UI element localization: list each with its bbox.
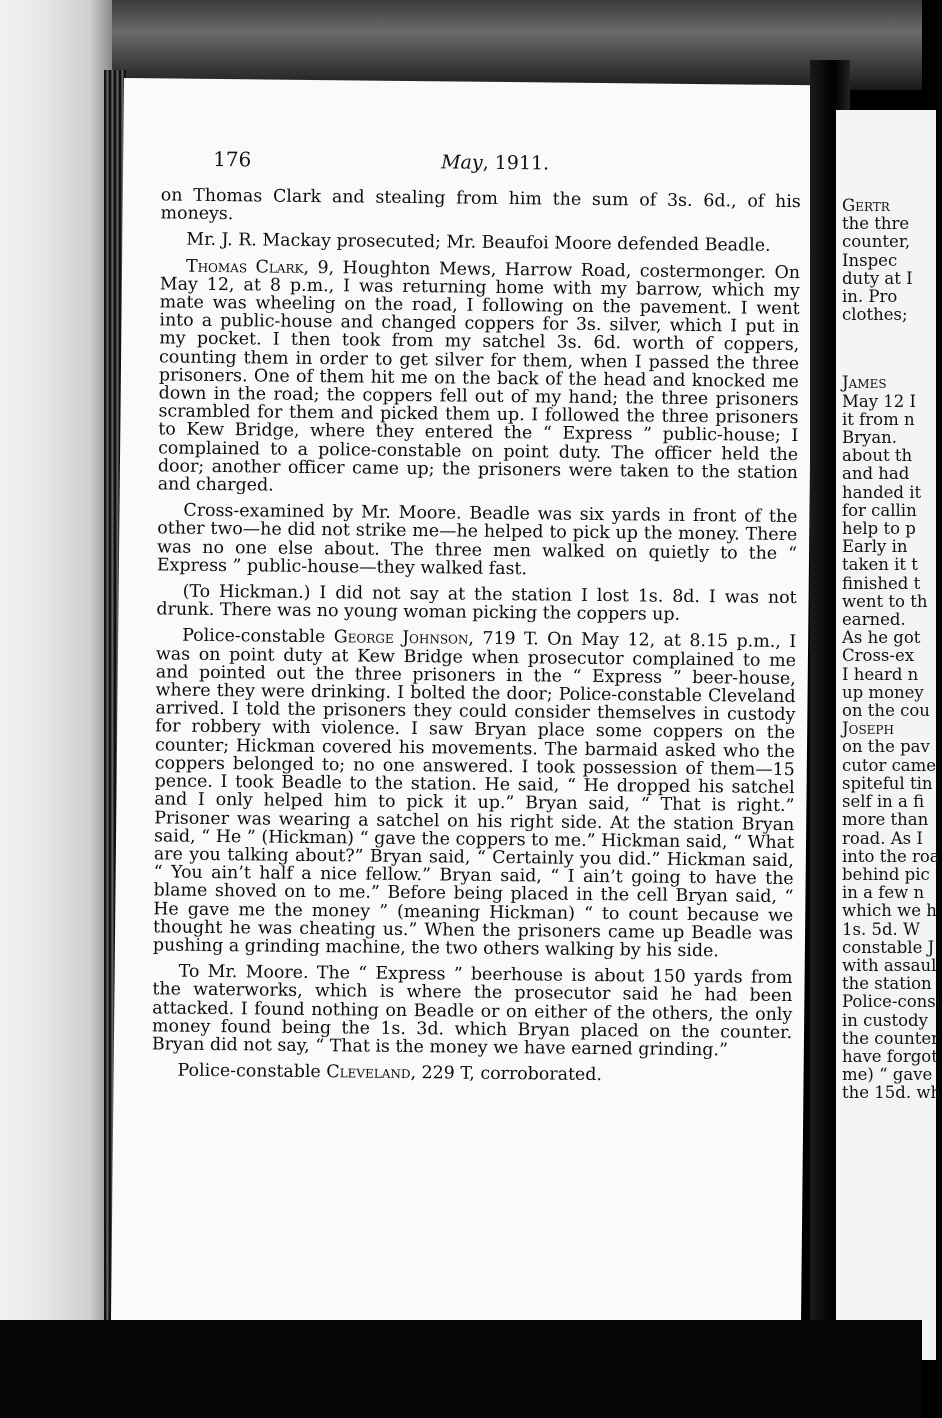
facing-page-line: Bryan. bbox=[842, 428, 898, 448]
facing-page-line: Gertr bbox=[842, 196, 890, 215]
facing-page-line: more than bbox=[842, 810, 929, 830]
facing-page-line: cutor came bbox=[842, 755, 937, 775]
facing-page-line: As he got bbox=[842, 628, 921, 648]
facing-page-line: Early in bbox=[842, 537, 908, 557]
facing-page-line: for callin bbox=[842, 500, 917, 520]
witness-name: George Johnson bbox=[333, 627, 469, 650]
facing-page-line: earned. bbox=[842, 610, 906, 630]
body-text bbox=[151, 186, 800, 1094]
facing-page-line: on the pav bbox=[842, 737, 930, 757]
facing-page-line: with assaul bbox=[842, 955, 937, 975]
paragraph-4: Cross-examined by Mr. Moore. Beadle was six yards in front of the other two—he did not strike me—he helped to pick up the money. There was no one else about. The three men walked on quietly to the “ Express ” public-house—they walked fast. bbox=[156, 500, 798, 580]
facing-page-line: spiteful tin bbox=[842, 773, 933, 793]
facing-page-line: about th bbox=[842, 446, 913, 466]
page-header bbox=[213, 147, 813, 183]
paragraph-8: Police-constable Cleveland, 229 T, corroborated. bbox=[177, 1060, 603, 1086]
facing-page-line: Joseph bbox=[842, 719, 894, 739]
facing-page-line: me) “ gave bbox=[842, 1065, 933, 1085]
paragraph-7: To Mr. Moore. The “ Express ” beerhouse is about 150 yards from the waterworks, which is where the prosecutor said he had been attacked. I found nothing on Beadle or on either of the others, the only money found being the 1s. 3d. which Bryan placed on the counter. Bryan did not say, “ That is the money we have earned grinding.” bbox=[151, 961, 793, 1061]
paragraph-1: on Thomas Clark and stealing from him the sum of 3s. 6d., of his moneys. bbox=[160, 185, 801, 225]
scan-bottom-background bbox=[0, 1320, 922, 1418]
facing-page-line: duty at I bbox=[842, 268, 913, 288]
paragraph-3: Thomas Clark, 9, Houghton Mews, Harrow Road, costermonger. On May 12, at 8 p.m., I was returning home with my barrow, which my mate was wheeling on the road, I following on the pavement. I went into a public-house and changed coppers for 3s. silver, which I put in my pocket. I then took from my satchel 3s. 6d. worth of coppers, counting them in order to get silver for them, when I passed the three prisoners. One of them hit me on the back of the head and knocked me down in the road; the coppers fell out of my hand; the three prisoners scrambled for them and picked them up. I followed the three prisoners to Kew Bridge, where they entered the “ Express ” public-house; I complained to a police-constable on point duty. The officer held the door; another officer came up; the prisoners were taken to the station and charged. bbox=[157, 256, 801, 496]
facing-page-line: handed it bbox=[842, 482, 922, 502]
facing-page-line: in a few n bbox=[842, 883, 925, 903]
running-head bbox=[441, 151, 549, 174]
facing-page-line: the thre bbox=[842, 214, 910, 234]
facing-page-line: the counter. bbox=[842, 1028, 942, 1048]
witness-name: Thomas Clark bbox=[185, 256, 304, 278]
facing-page-line: in custody bbox=[842, 1010, 928, 1030]
facing-page-line: into the roa bbox=[842, 846, 940, 866]
facing-page-line: Police-const bbox=[842, 992, 942, 1012]
facing-page-line: finished t bbox=[842, 573, 921, 593]
facing-page-line: 1s. 5d. W bbox=[842, 919, 920, 939]
scan-top-background bbox=[0, 0, 922, 90]
facing-page-line: Inspec bbox=[842, 250, 898, 270]
witness-name: Cleveland bbox=[326, 1062, 411, 1084]
facing-page-line: constable J bbox=[842, 937, 935, 957]
facing-page-line: on the cou bbox=[842, 701, 930, 721]
facing-page-line: May 12 I bbox=[842, 391, 917, 411]
facing-page-line: in. Pro bbox=[842, 287, 898, 307]
facing-page-line: help to p bbox=[842, 519, 916, 539]
scan-left-margin bbox=[0, 0, 112, 1418]
facing-page-line: self in a fi bbox=[842, 792, 925, 812]
facing-page-line: Cross-ex bbox=[842, 646, 915, 666]
paragraph-6: Police-constable George Johnson, 719 T. On May 12, at 8.15 p.m., I was on point duty at Kew Bridge when prosecutor complained to me and pointed out the three prisoners in the “ Express ” beer-house, where they were drinking. I bolted the door; Police-constable Cleveland arrived. I told the prisoners they could consider themselves in custody for robbery with violence. I saw Bryan place some coppers on the counter; Hickman covered his movements. The barmaid asked who the coppers belonged to; no one answered. I took possession of them—15 pence. I took Beadle to the station. He said, “ He dropped his satchel and I only helped him to pick it up.” Bryan said, “ That is right.” Prisoner was wearing a satchel on his right side. At the station Bryan said, “ He ” (Hickman) “ gave the coppers to me.” Hickman said, “ What are you talking about?” Bryan said, “ Certainly you did.” Hickman said, “ You ain’t half a nice fellow.” Bryan said, “ I ain’t going to have the blame shoved on to me.” Before being placed in the cell Bryan said, “ He gave me the money ” (meaning Hickman) “ to count because we thought he was cheating us.” When the prisoners came up Beadle was pushing a grinding machine, the two others walking by his side. bbox=[152, 626, 797, 962]
facing-page-line: the 15d. wh bbox=[842, 1083, 942, 1103]
running-head-month: May bbox=[441, 151, 483, 174]
facing-page-line: clothes; bbox=[842, 305, 908, 325]
page-number: 176 bbox=[213, 146, 252, 172]
running-head-year: , 1911. bbox=[482, 151, 550, 175]
facing-page-line: which we h bbox=[842, 901, 937, 921]
facing-page-line: road. As I bbox=[842, 828, 923, 848]
facing-page-fragment bbox=[836, 110, 942, 1360]
facing-page-line: went to th bbox=[842, 591, 928, 611]
paragraph-5: (To Hickman.) I did not say at the station I lost 1s. 8d. I was not drunk. There was no young woman picking the coppers up. bbox=[156, 581, 797, 626]
facing-page-line: behind pic bbox=[842, 864, 930, 884]
facing-page-line: and had bbox=[842, 464, 910, 484]
paragraph-2: Mr. J. R. Mackay prosecuted; Mr. Beaufoi Moore defended Beadle. bbox=[186, 230, 771, 257]
facing-page-line: I heard n bbox=[842, 664, 919, 684]
facing-page-line: have forgot bbox=[842, 1046, 938, 1066]
facing-page-line: the station bbox=[842, 974, 932, 994]
facing-page-line: taken it t bbox=[842, 555, 918, 575]
facing-page-line: James bbox=[842, 373, 887, 393]
facing-page-line: it from n bbox=[842, 409, 915, 429]
facing-page-line: counter, bbox=[842, 232, 911, 252]
facing-page-line: up money bbox=[842, 682, 924, 702]
book-page bbox=[111, 78, 814, 1335]
